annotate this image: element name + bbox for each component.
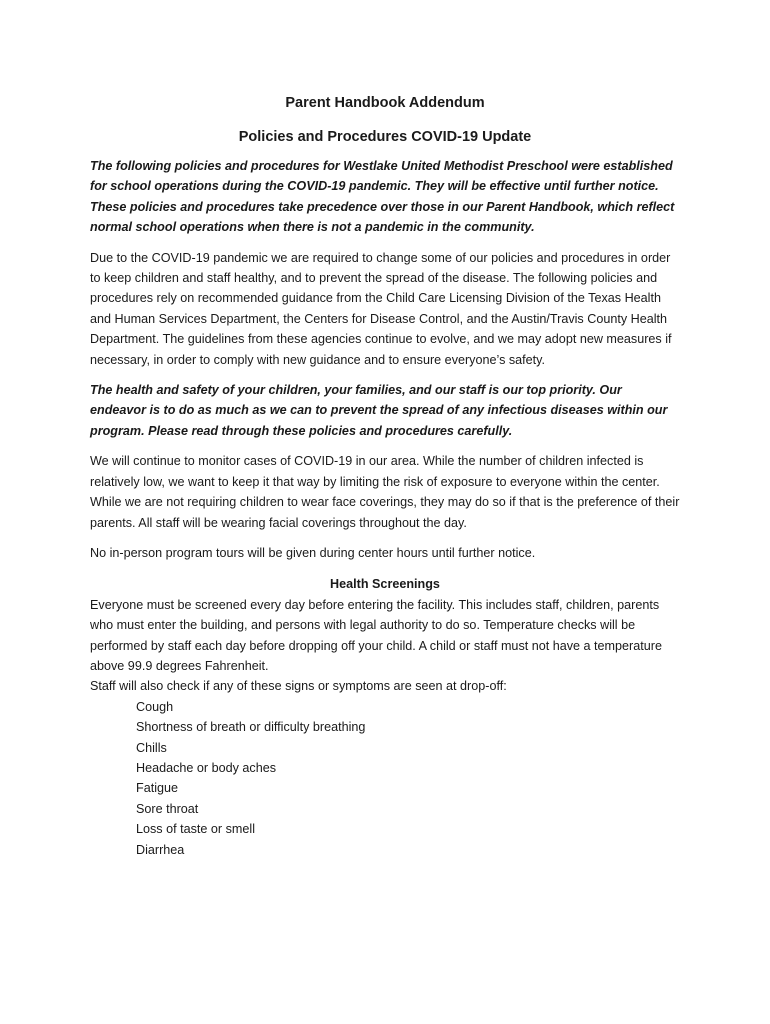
symptoms-lead-in: Staff will also check if any of these signs or symptoms are seen at drop-off: [90,679,507,694]
screening-paragraph: Everyone must be screened every day before entering the facility. This includes staff, children, parents who must enter the building, and persons with legal authority to do so. Temperature checks will be performed by staff each day before dropping off your child. A child or staff must not have a temperature above 99.9 degrees Fahrenheit. [90,597,662,673]
tours-paragraph: No in-person program tours will be given during center hours until further notice. [90,545,536,560]
symptom-item: Cough [136,699,174,714]
symptom-item: Headache or body aches [136,760,277,775]
symptom-item: Diarrhea [136,842,185,857]
intro-paragraph: The following policies and procedures for Westlake United Methodist Preschool were established for school operations during the COVID-19 pandemic. They will be effective until further notice. These policies and procedures take precedence over those in our Parent Handbook, which reflect normal school operations when there is not a pandemic in the community. [90,159,675,235]
health-screenings-heading: Health Screenings [330,577,440,592]
document-subtitle: Policies and Procedures COVID-19 Update [238,129,532,145]
pandemic-policy-paragraph: Due to the COVID-19 pandemic we are required to change some of our policies and procedures in order to keep children and staff healthy, and to prevent the spread of the disease. The following policies and procedures rely on recommended guidance from the Child Care Licensing Division of the Texas Health and Human Services Department, the Centers for Disease Control, and the Austin/Travis County Health Department. The guidelines from these agencies continue to evolve, and we may adopt new measures if necessary, in order to comply with new guidance and to ensure everyone’s safety. [90,250,672,367]
symptoms-list [90,697,680,860]
symptom-item: Chills [136,740,167,755]
monitoring-paragraph: We will continue to monitor cases of COVID-19 in our area. While the number of children infected is relatively low, we want to keep it that way by limiting the risk of exposure to everyone within the center. While we are not requiring children to wear face coverings, they may do so if that is the preference of their parents. All staff will be wearing facial coverings throughout the day. [90,454,680,530]
symptom-item: Sore throat [136,801,199,816]
symptom-item: Loss of taste or smell [136,822,255,837]
document-title: Parent Handbook Addendum [285,95,485,111]
priority-statement: The health and safety of your children, your families, and our staff is our top priority. Our endeavor is to do as much as we can to prevent the spread of any infectious diseases within our program. Please read through these policies and procedures carefully. [90,383,668,438]
document-body [90,93,680,860]
symptom-item: Shortness of breath or difficulty breathing [136,720,366,735]
symptom-item: Fatigue [136,781,179,796]
